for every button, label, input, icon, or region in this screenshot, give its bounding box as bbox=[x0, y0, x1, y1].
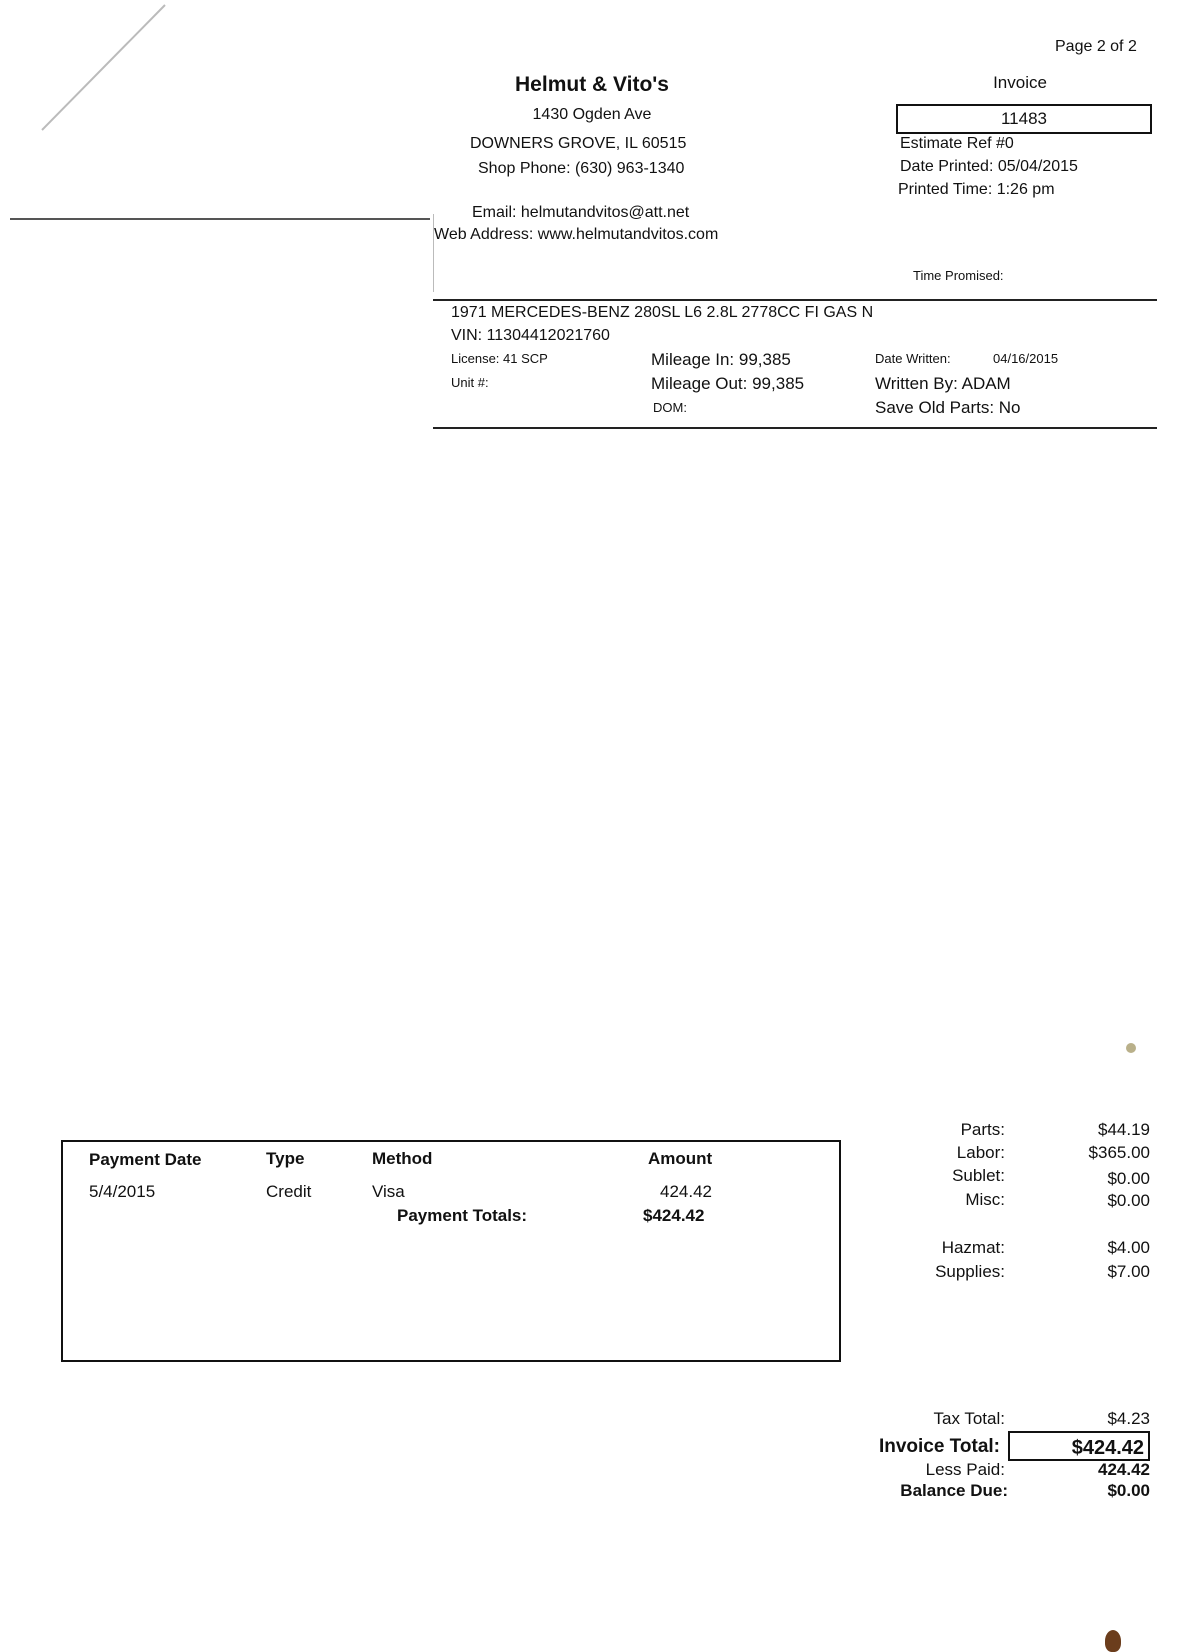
stain-mark bbox=[1105, 1630, 1121, 1652]
payment-totals-value: $424.42 bbox=[643, 1206, 705, 1225]
shop-web: Web Address: www.helmutandvitos.com bbox=[434, 226, 719, 243]
payment-totals-label: Payment Totals: bbox=[397, 1206, 528, 1225]
payment-type-cell: Credit bbox=[266, 1182, 312, 1201]
payment-method-cell: Visa bbox=[372, 1182, 405, 1201]
page-number: Page 2 of 2 bbox=[1055, 38, 1137, 55]
labor-value: $365.00 bbox=[1088, 1143, 1150, 1162]
time-promised: Time Promised: bbox=[913, 268, 1004, 283]
misc-label: Misc: bbox=[965, 1190, 1005, 1209]
less-paid-label: Less Paid: bbox=[925, 1460, 1005, 1479]
tax-total-value: $4.23 bbox=[1107, 1409, 1150, 1428]
payment-date-cell: 5/4/2015 bbox=[89, 1182, 156, 1201]
dom: DOM: bbox=[653, 400, 687, 415]
written-by: Written By: ADAM bbox=[875, 374, 1011, 393]
vehicle-description: 1971 MERCEDES-BENZ 280SL L6 2.8L 2778CC FI GAS N bbox=[451, 304, 874, 321]
parts-label: Parts: bbox=[960, 1120, 1005, 1139]
vehicle-top-rule bbox=[433, 299, 1157, 301]
balance-due-value: $0.00 bbox=[1107, 1481, 1150, 1500]
scan-streak-artifact bbox=[30, 0, 170, 140]
vehicle-bottom-rule bbox=[433, 427, 1157, 429]
shop-city: DOWNERS GROVE, IL 60515 bbox=[470, 135, 687, 152]
invoice-title: Invoice bbox=[993, 73, 1047, 92]
sublet-value: $0.00 bbox=[1107, 1169, 1150, 1188]
payment-amount-cell: 424.42 bbox=[660, 1182, 712, 1201]
payment-method-header: Method bbox=[372, 1149, 433, 1168]
payment-amount-header: Amount bbox=[648, 1149, 713, 1168]
parts-value: $44.19 bbox=[1098, 1120, 1150, 1139]
printed-time: Printed Time: 1:26 pm bbox=[898, 181, 1055, 198]
vehicle-license: License: 41 SCP bbox=[451, 351, 548, 366]
vertical-scan-line bbox=[433, 214, 434, 292]
hazmat-value: $4.00 bbox=[1107, 1238, 1150, 1257]
stain-dot bbox=[1126, 1043, 1136, 1053]
vehicle-vin: VIN: 11304412021760 bbox=[451, 327, 610, 344]
invoice-total-label: Invoice Total: bbox=[878, 1436, 1000, 1457]
invoice-total-value: $424.42 bbox=[1008, 1431, 1150, 1461]
invoice-number: 11483 bbox=[896, 104, 1152, 134]
save-old-parts: Save Old Parts: No bbox=[875, 398, 1021, 417]
mileage-in: Mileage In: 99,385 bbox=[651, 350, 791, 369]
hazmat-label: Hazmat: bbox=[941, 1238, 1005, 1257]
shop-phone: Shop Phone: (630) 963-1340 bbox=[478, 160, 685, 177]
payment-table bbox=[61, 1140, 841, 1362]
scan-edge-line bbox=[10, 218, 430, 220]
misc-value: $0.00 bbox=[1107, 1191, 1150, 1210]
supplies-value: $7.00 bbox=[1107, 1262, 1150, 1281]
estimate-ref: Estimate Ref #0 bbox=[900, 135, 1014, 152]
date-printed: Date Printed: 05/04/2015 bbox=[900, 158, 1078, 175]
date-written-value: 04/16/2015 bbox=[993, 351, 1059, 366]
tax-total-label: Tax Total: bbox=[933, 1409, 1005, 1428]
balance-due-label: Balance Due: bbox=[900, 1481, 1008, 1500]
labor-label: Labor: bbox=[956, 1143, 1005, 1162]
supplies-label: Supplies: bbox=[935, 1262, 1005, 1281]
payment-type-header: Type bbox=[266, 1149, 305, 1168]
sublet-label: Sublet: bbox=[952, 1166, 1005, 1185]
payment-date-header: Payment Date bbox=[89, 1150, 202, 1169]
mileage-out: Mileage Out: 99,385 bbox=[651, 374, 805, 393]
less-paid-value: 424.42 bbox=[1098, 1460, 1150, 1479]
shop-name: Helmut & Vito's bbox=[515, 73, 669, 96]
date-written-label: Date Written: bbox=[875, 351, 951, 366]
shop-email: Email: helmutandvitos@att.net bbox=[472, 204, 690, 221]
shop-address: 1430 Ogden Ave bbox=[532, 106, 652, 123]
vehicle-unit: Unit #: bbox=[451, 375, 489, 390]
